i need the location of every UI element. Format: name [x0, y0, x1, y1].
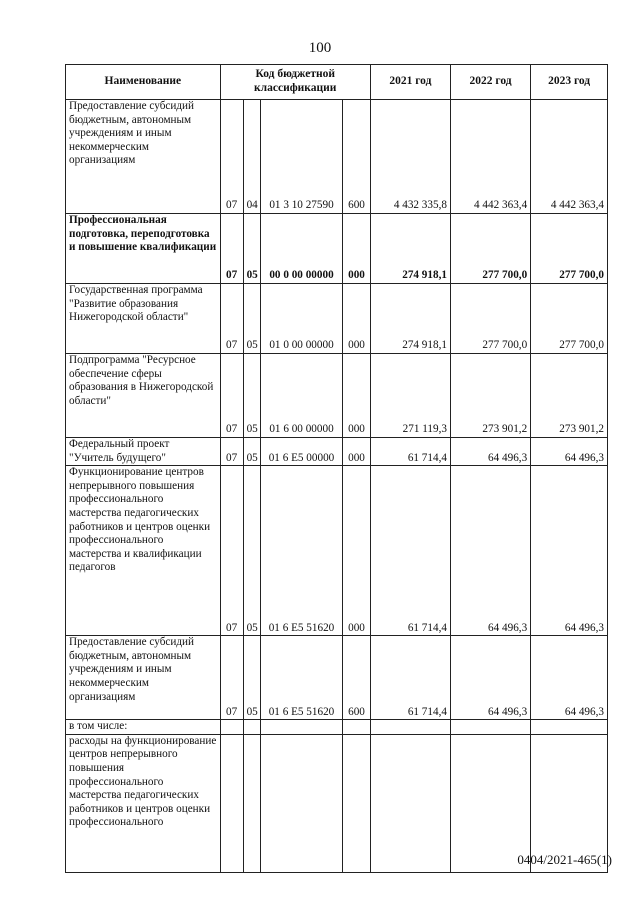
- row-subsection: 05: [243, 466, 260, 636]
- row-subsection: 05: [243, 214, 260, 284]
- table-row: [66, 438, 608, 466]
- table-row: [66, 466, 608, 636]
- row-value-2021: 61 714,4: [370, 466, 450, 636]
- row-value-2023: 64 496,3: [531, 466, 608, 636]
- table-row: [66, 636, 608, 720]
- row-section: [220, 720, 243, 735]
- row-value-2021: 61 714,4: [370, 438, 450, 466]
- row-expense-type: 000: [343, 214, 371, 284]
- row-expense-type: 600: [343, 636, 371, 720]
- row-section: 07: [220, 214, 243, 284]
- row-value-2023: [531, 720, 608, 735]
- row-value-2023: 64 496,3: [531, 438, 608, 466]
- row-value-2022: 277 700,0: [450, 214, 530, 284]
- row-value-2021: 4 432 335,8: [370, 100, 450, 214]
- row-value-2022: 64 496,3: [450, 438, 530, 466]
- row-value-2022: 4 442 363,4: [450, 100, 530, 214]
- row-value-2021: 271 119,3: [370, 354, 450, 438]
- row-expense-type: 000: [343, 466, 371, 636]
- row-section: 07: [220, 636, 243, 720]
- row-value-2021: 274 918,1: [370, 214, 450, 284]
- header-2023: 2023 год: [531, 65, 608, 100]
- row-value-2023: 273 901,2: [531, 354, 608, 438]
- row-expense-type: 000: [343, 284, 371, 354]
- row-name: в том числе:: [66, 720, 221, 735]
- row-value-2023: 277 700,0: [531, 214, 608, 284]
- row-value-2022: 64 496,3: [450, 466, 530, 636]
- row-section: 07: [220, 354, 243, 438]
- row-value-2021: 274 918,1: [370, 284, 450, 354]
- row-value-2022: 64 496,3: [450, 636, 530, 720]
- row-target-article: 01 3 10 27590: [260, 100, 342, 214]
- budget-table: [65, 64, 608, 873]
- table-row: [66, 214, 608, 284]
- row-name: Профессиональная подготовка, переподготовка и повышение квалификации: [66, 214, 221, 284]
- row-expense-type: [343, 734, 371, 872]
- table-row: [66, 720, 608, 735]
- row-subsection: 05: [243, 438, 260, 466]
- row-target-article: 01 6 E5 51620: [260, 466, 342, 636]
- row-section: [220, 734, 243, 872]
- row-name: Подпрограмма "Ресурсное обеспечение сферы образования в Нижегородской области": [66, 354, 221, 438]
- row-name: Предоставление субсидий бюджетным, автономным учреждениям и иным некоммерческим организациям: [66, 636, 221, 720]
- row-section: 07: [220, 466, 243, 636]
- row-subsection: 05: [243, 284, 260, 354]
- document-code: 0404/2021-465(1): [517, 852, 612, 867]
- row-value-2021: 61 714,4: [370, 636, 450, 720]
- row-value-2022: [450, 720, 530, 735]
- table-row: [66, 284, 608, 354]
- row-subsection: [243, 720, 260, 735]
- table-row: [66, 354, 608, 438]
- row-subsection: 05: [243, 354, 260, 438]
- row-section: 07: [220, 284, 243, 354]
- row-value-2023: 277 700,0: [531, 284, 608, 354]
- header-2022: 2022 год: [450, 65, 530, 100]
- header-2021: 2021 год: [370, 65, 450, 100]
- row-expense-type: 600: [343, 100, 371, 214]
- row-target-article: [260, 734, 342, 872]
- page-number: 100: [308, 40, 332, 56]
- row-value-2021: [370, 720, 450, 735]
- row-name: Федеральный проект "Учитель будущего": [66, 438, 221, 466]
- row-expense-type: [343, 720, 371, 735]
- row-name: расходы на функционирование центров непрерывного повышения профессионального мастерства педагогических работников и центров оценки профессионального: [66, 734, 221, 872]
- row-name: Функционирование центров непрерывного повышения профессионального мастерства педагогических работников и центров оценки профессионального мастерства и квалификации педагогов: [66, 466, 221, 636]
- row-section: 07: [220, 438, 243, 466]
- row-value-2023: 4 442 363,4: [531, 100, 608, 214]
- table-row: [66, 100, 608, 214]
- row-value-2023: 64 496,3: [531, 636, 608, 720]
- table-header-row: [66, 65, 608, 100]
- row-expense-type: 000: [343, 354, 371, 438]
- row-target-article: 01 6 E5 51620: [260, 636, 342, 720]
- header-name: Наименование: [66, 65, 221, 100]
- row-name: Государственная программа "Развитие образования Нижегородской области": [66, 284, 221, 354]
- row-section: 07: [220, 100, 243, 214]
- row-subsection: [243, 734, 260, 872]
- row-target-article: [260, 720, 342, 735]
- row-value-2022: 273 901,2: [450, 354, 530, 438]
- row-target-article: 01 6 00 00000: [260, 354, 342, 438]
- row-target-article: 01 6 E5 00000: [260, 438, 342, 466]
- row-target-article: 01 0 00 00000: [260, 284, 342, 354]
- row-expense-type: 000: [343, 438, 371, 466]
- row-value-2022: 277 700,0: [450, 284, 530, 354]
- row-target-article: 00 0 00 00000: [260, 214, 342, 284]
- row-subsection: 04: [243, 100, 260, 214]
- row-name: Предоставление субсидий бюджетным, автономным учреждениям и иным некоммерческим организациям: [66, 100, 221, 214]
- row-subsection: 05: [243, 636, 260, 720]
- row-value-2021: [370, 734, 450, 872]
- header-code: Код бюджетной классификации: [220, 65, 370, 100]
